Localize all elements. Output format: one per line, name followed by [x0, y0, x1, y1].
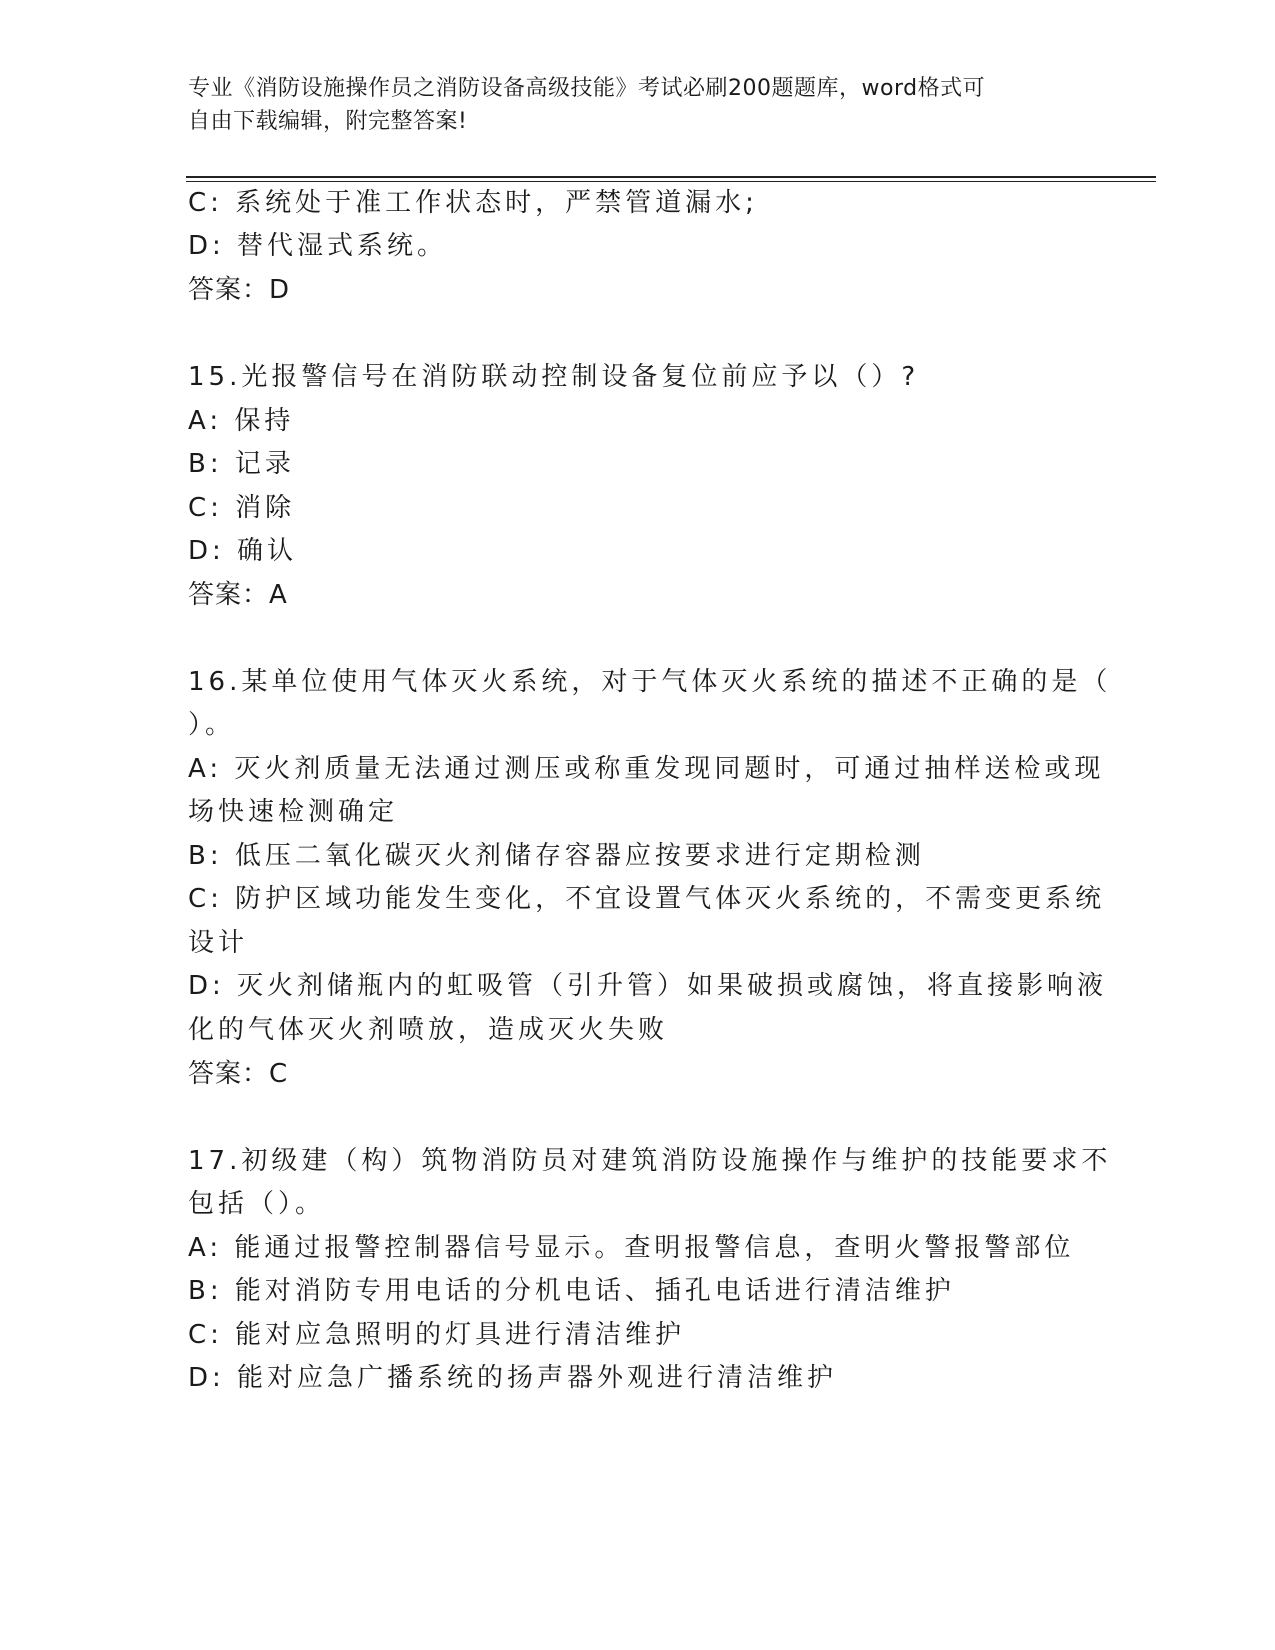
q15-question: 15.光报警信号在消防联动控制设备复位前应予以（）? — [188, 362, 920, 392]
q16-option-b: B: 低压二氧化碳灭火剂储存容器应按要求进行定期检测 — [188, 841, 925, 871]
q15-option-b: B: 记录 — [188, 449, 295, 479]
header-rule-thick — [186, 176, 1156, 178]
q16-question-line2: ）。 — [188, 710, 236, 740]
q16-question-line1: 16.某单位使用气体灭火系统，对于气体灭火系统的描述不正确的是（ — [188, 667, 1112, 697]
q16-option-c-line1: C: 防护区域功能发生变化，不宜设置气体灭火系统的，不需变更系统 — [188, 884, 1106, 914]
q15-option-a: A: 保持 — [188, 406, 295, 436]
q16-option-d-line2: 化的气体灭火剂喷放，造成灭火失败 — [188, 1015, 669, 1045]
q14-option-d: D: 替代湿式系统。 — [188, 231, 448, 261]
header-title-line2: 自由下载编辑，附完整答案! — [188, 109, 468, 134]
q15-answer: 答案：A — [188, 580, 288, 610]
header-rule-thin — [186, 181, 1156, 182]
document-header — [188, 72, 1068, 138]
q17-option-d: D: 能对应急广播系统的扬声器外观进行清洁维护 — [188, 1363, 838, 1393]
q17-option-b: B: 能对消防专用电话的分机电话、插孔电话进行清洁维护 — [188, 1276, 955, 1306]
q17-option-c: C: 能对应急照明的灯具进行清洁维护 — [188, 1320, 686, 1350]
q16-option-d-line1: D: 灭火剂储瓶内的虹吸管（引升管）如果破损或腐蚀，将直接影响液 — [188, 971, 1108, 1001]
header-title-line1: 专业《消防设施操作员之消防设备高级技能》考试必刷200题题库，word格式可 — [188, 76, 986, 101]
q17-option-a: A: 能通过报警控制器信号显示。查明报警信息，查明火警报警部位 — [188, 1233, 1075, 1263]
q17-question-line2: 包括（）。 — [188, 1189, 326, 1219]
q16-option-c-line2: 设计 — [188, 928, 249, 958]
q15-option-d: D: 确认 — [188, 536, 298, 566]
q14-option-c: C: 系统处于准工作状态时，严禁管道漏水; — [188, 188, 758, 218]
q16-option-a-line2: 场快速检测确定 — [188, 797, 399, 827]
q17-question-line1: 17.初级建（构）筑物消防员对建筑消防设施操作与维护的技能要求不 — [188, 1146, 1112, 1176]
q16-answer: 答案：C — [188, 1059, 289, 1089]
q15-option-c: C: 消除 — [188, 493, 296, 523]
q16-option-a-line1: A: 灭火剂质量无法通过测压或称重发现同题时，可通过抽样送检或现 — [188, 754, 1105, 784]
q14-answer: 答案：D — [188, 275, 291, 305]
